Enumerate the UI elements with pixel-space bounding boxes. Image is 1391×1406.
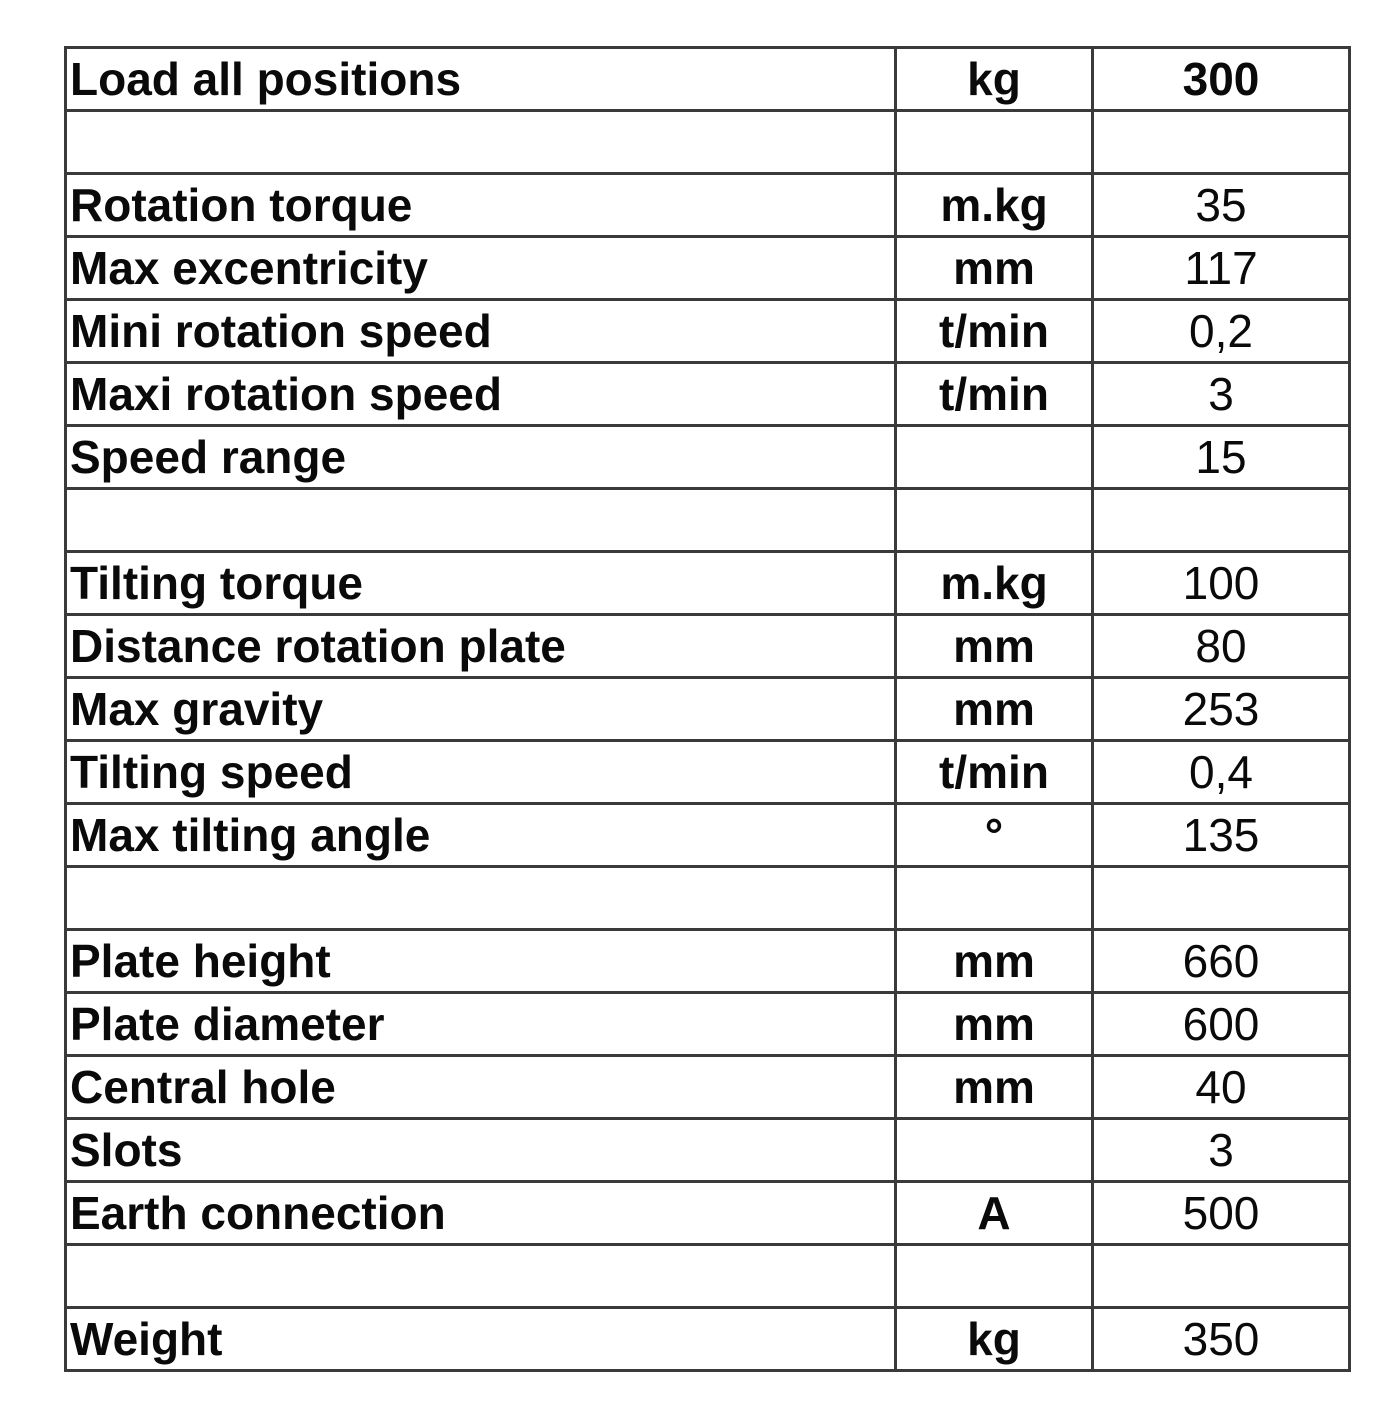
row-value: 35: [1093, 174, 1350, 237]
table-row-empty: [66, 111, 1350, 174]
row-unit: A: [896, 1182, 1093, 1245]
table-row: [66, 237, 1350, 300]
row-label: Rotation torque: [66, 174, 896, 237]
row-value: 117: [1093, 237, 1350, 300]
row-unit: m.kg: [896, 174, 1093, 237]
table-row: [66, 552, 1350, 615]
row-unit: t/min: [896, 363, 1093, 426]
table-row: [66, 1308, 1350, 1371]
row-label: [66, 111, 896, 174]
row-unit: [896, 111, 1093, 174]
table-row: [66, 930, 1350, 993]
table-row: [66, 741, 1350, 804]
row-label: Mini rotation speed: [66, 300, 896, 363]
row-unit: t/min: [896, 300, 1093, 363]
table-row: [66, 1119, 1350, 1182]
row-label: Max tilting angle: [66, 804, 896, 867]
row-label: Max gravity: [66, 678, 896, 741]
row-unit: [896, 1119, 1093, 1182]
table-row: [66, 804, 1350, 867]
row-label: Plate diameter: [66, 993, 896, 1056]
table-row: [66, 993, 1350, 1056]
table-row: [66, 426, 1350, 489]
table-row: [66, 300, 1350, 363]
row-label: Speed range: [66, 426, 896, 489]
row-label: Max excentricity: [66, 237, 896, 300]
table-row: [66, 48, 1350, 111]
row-value: [1093, 111, 1350, 174]
row-unit: mm: [896, 1056, 1093, 1119]
row-label: Earth connection: [66, 1182, 896, 1245]
table-row: [66, 174, 1350, 237]
row-value: 40: [1093, 1056, 1350, 1119]
row-unit: mm: [896, 615, 1093, 678]
row-label: Slots: [66, 1119, 896, 1182]
row-value: 660: [1093, 930, 1350, 993]
row-label: Central hole: [66, 1056, 896, 1119]
row-label: [66, 1245, 896, 1308]
row-value: 500: [1093, 1182, 1350, 1245]
row-label: Distance rotation plate: [66, 615, 896, 678]
row-label: Maxi rotation speed: [66, 363, 896, 426]
row-unit: mm: [896, 930, 1093, 993]
table-row: [66, 615, 1350, 678]
row-value: 135: [1093, 804, 1350, 867]
row-label: Plate height: [66, 930, 896, 993]
table-row: [66, 1056, 1350, 1119]
row-value: 3: [1093, 1119, 1350, 1182]
row-unit: °: [896, 804, 1093, 867]
row-unit: mm: [896, 678, 1093, 741]
row-label: [66, 489, 896, 552]
row-value: 350: [1093, 1308, 1350, 1371]
row-unit: [896, 1245, 1093, 1308]
row-unit: m.kg: [896, 552, 1093, 615]
table-row-empty: [66, 867, 1350, 930]
row-unit: mm: [896, 237, 1093, 300]
row-label: Weight: [66, 1308, 896, 1371]
row-unit: [896, 489, 1093, 552]
row-unit: kg: [896, 1308, 1093, 1371]
row-value: 253: [1093, 678, 1350, 741]
row-value: [1093, 867, 1350, 930]
row-value: 100: [1093, 552, 1350, 615]
row-unit: [896, 426, 1093, 489]
row-label: [66, 867, 896, 930]
row-unit: kg: [896, 48, 1093, 111]
row-unit: mm: [896, 993, 1093, 1056]
row-label: Load all positions: [66, 48, 896, 111]
row-value: 3: [1093, 363, 1350, 426]
row-value: 0,2: [1093, 300, 1350, 363]
row-value: 0,4: [1093, 741, 1350, 804]
table-row: [66, 1182, 1350, 1245]
table-row: [66, 363, 1350, 426]
row-value: 300: [1093, 48, 1350, 111]
row-value: [1093, 1245, 1350, 1308]
table-row-empty: [66, 489, 1350, 552]
row-value: [1093, 489, 1350, 552]
specifications-table: [64, 46, 1351, 1372]
row-label: Tilting speed: [66, 741, 896, 804]
table-row: [66, 678, 1350, 741]
row-unit: t/min: [896, 741, 1093, 804]
row-value: 80: [1093, 615, 1350, 678]
row-value: 600: [1093, 993, 1350, 1056]
table-row-empty: [66, 1245, 1350, 1308]
row-unit: [896, 867, 1093, 930]
row-label: Tilting torque: [66, 552, 896, 615]
row-value: 15: [1093, 426, 1350, 489]
